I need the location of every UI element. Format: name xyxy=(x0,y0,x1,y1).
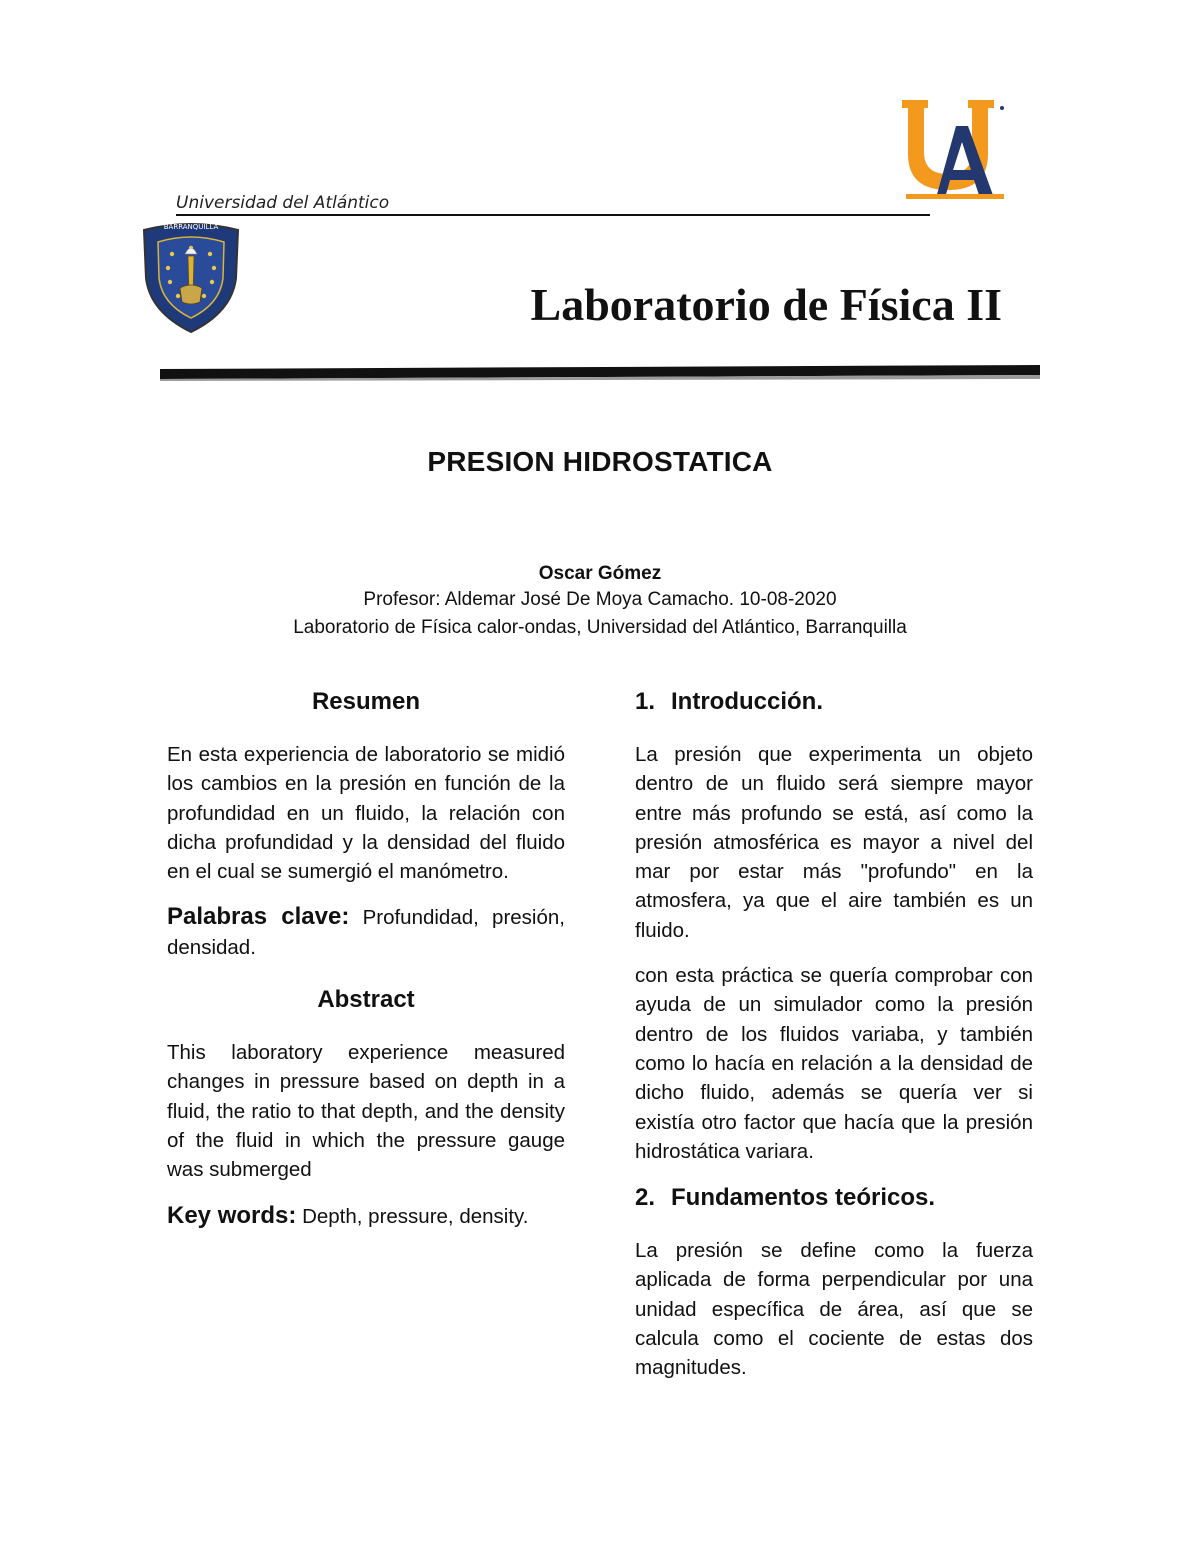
section-2-number: 2. xyxy=(635,1184,656,1212)
resumen-text: En esta experiencia de laboratorio se midió los cambios en la presión en función de la profundidad en un fluido, la relación con dicha profundidad y la densidad del fluido en el cual se sumergió el manómetro. xyxy=(167,743,565,884)
lab-title: Laboratorio de Física II xyxy=(530,279,1002,330)
section-2-paragraph-1: La presión se define como la fuerza aplicada de forma perpendicular por una unidad específica de área, así que se calcula como el cociente de estas dos magnitudes. xyxy=(635,1239,1033,1380)
section-1-paragraph-2: con esta práctica se quería comprobar con ayuda de un simulador como la presión dentro de los fluidos variaba, y también como lo hacía en relación a la densidad de dicho fluido, además se quería ver si existía otro factor que hacía que la presión hidrostática variara. xyxy=(635,964,1033,1163)
section-1-heading xyxy=(635,686,1033,718)
abstract-text: This laboratory experience measured changes in pressure based on depth in a fluid, the ratio to that depth, and the density of the fluid in which the pressure gauge was submerged xyxy=(167,1041,565,1182)
section-2-heading xyxy=(635,1182,1033,1214)
key-words-text: Depth, pressure, density. xyxy=(296,1204,529,1228)
palabras-clave-text: Profundidad, presión, densidad. xyxy=(167,906,565,959)
palabras-clave-label: Palabras clave: xyxy=(167,903,350,931)
key-words-label: Key words: xyxy=(167,1201,297,1229)
header-divider xyxy=(160,365,1040,381)
abstract-heading: Abstract xyxy=(317,986,415,1014)
affiliation-line: Laboratorio de Física calor-ondas, Universidad del Atlántico, Barranquilla xyxy=(293,617,907,638)
key-words xyxy=(167,1201,565,1231)
palabras-clave xyxy=(167,902,565,962)
university-header: Universidad del Atlántico xyxy=(176,192,930,216)
section-2-title: Fundamentos teóricos. xyxy=(671,1184,936,1212)
section-1-number: 1. xyxy=(635,688,656,715)
university-seal-icon xyxy=(138,216,244,336)
paper-title: PRESION HIDROSTATICA xyxy=(427,446,773,477)
professor-line: Profesor: Aldemar José De Moya Camacho. 10-08-2020 xyxy=(363,589,837,610)
svg-text:BARRANQUILLA: BARRANQUILLA xyxy=(163,223,219,231)
author-name: Oscar Gómez xyxy=(538,563,662,584)
section-1-title: Introducción. xyxy=(671,688,823,715)
resumen-heading: Resumen xyxy=(311,688,421,715)
ua-logo-icon xyxy=(898,96,1008,204)
right-column xyxy=(635,686,1033,1399)
left-column xyxy=(167,686,565,1253)
section-1-paragraph-1: La presión que experimenta un objeto dentro de un fluido será siempre mayor entre más profundo se está, así como la presión atmosférica es mayor a nivel del mar por estar más "profundo" en la atmosfera, ya que el aire también es un fluido. xyxy=(635,743,1033,942)
